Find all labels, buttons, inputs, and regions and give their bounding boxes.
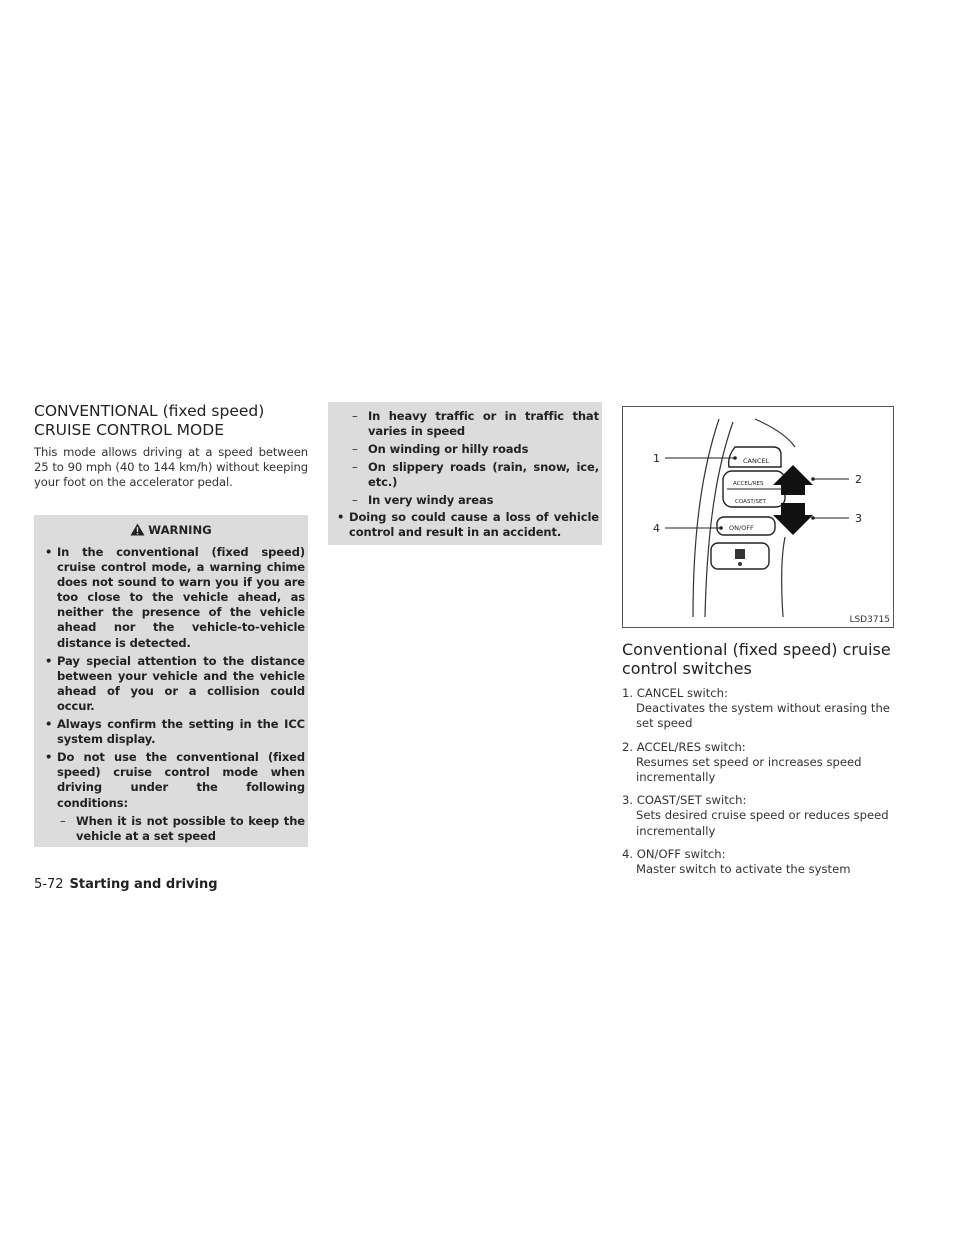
warning-condition: – When it is not possible to keep the vehicle at a set speed [60,813,305,843]
section-heading-line1: CONVENTIONAL (fixed speed) [34,402,265,420]
list-item: 1. CANCEL switch: Deactivates the system without erasing the set speed [622,686,890,731]
warning-bullet: • Doing so could cause a loss of vehicle control and result in an accident. [337,510,599,540]
callout-1: 1 [653,452,660,465]
page-number: 5-72 [34,877,64,892]
warning-condition: – On slippery roads (rain, snow, ice, etc.) [352,460,599,490]
warning-bullet: • In the conventional (fixed speed) cruise control mode, a warning chime does not sound to warn you if you are too close to the vehicle ahead, as neither the presence of the vehicle ahead nor the vehicle-to-vehicle distance is detected. [45,545,305,650]
switch-label-onoff: ON/OFF [729,524,754,532]
switch-label-coast: COAST/SET [735,499,766,505]
warning-condition: – On winding or hilly roads [352,442,529,457]
figure-code: LSD3715 [849,615,890,625]
warning-bullet: • Always confirm the setting in the ICC system display. [45,717,305,747]
right-column [622,640,898,885]
callout-3: 3 [855,512,862,525]
steering-switch-illustration [623,407,893,627]
page-footer [34,877,218,892]
list-item: 3. COAST/SET switch: Sets desired cruise speed or reduces speed incrementally [622,793,889,838]
warning-title: WARNING [34,523,308,537]
arrow-down-icon [773,503,813,535]
warning-triangle-icon [130,523,145,536]
section-heading [34,402,308,440]
callout-4: 4 [653,522,660,535]
section-name: Starting and driving [69,877,218,892]
warning-box-part2 [328,402,602,545]
left-column [34,402,308,491]
switch-diagram [622,406,894,628]
switch-list [622,686,898,877]
list-item: 4. ON/OFF switch: Master switch to activate the system [622,846,851,877]
switches-heading: Conventional (fixed speed) cruise control switches [622,640,891,678]
intro-paragraph: This mode allows driving at a speed between 25 to 90 mph (40 to 144 km/h) without keeping your foot on the accelerator pedal. [34,445,308,490]
switch-label-accel: ACCEL/RES [733,481,764,487]
warning-condition: – In very windy areas [352,493,494,508]
warning-bullet: • Pay special attention to the distance between your vehicle and the vehicle ahead of you or a collision could occur. [45,653,305,713]
list-item: 2. ACCEL/RES switch: Resumes set speed or increases speed incrementally [622,739,862,785]
callout-2: 2 [855,473,862,486]
warning-bullet: • Do not use the conventional (fixed speed) cruise control mode when driving under the following conditions: [45,750,305,810]
warning-condition: – In heavy traffic or in traffic that varies in speed [352,409,599,439]
warning-box-part1 [34,515,308,847]
switch-label-cancel: CANCEL [743,457,770,465]
section-heading-line2: CRUISE CONTROL MODE [34,421,224,439]
